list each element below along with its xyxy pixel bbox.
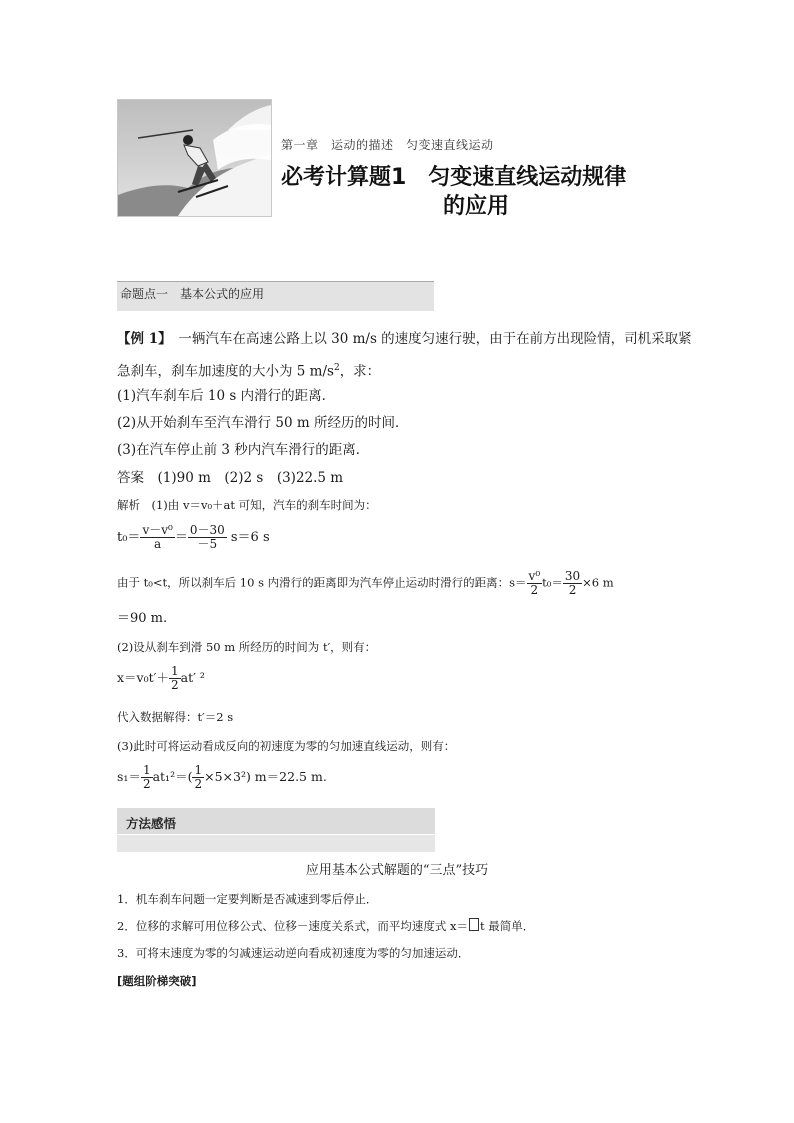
part2-result: 代入数据解得：t′＝2 s [117, 710, 234, 724]
part2-frac-num: 1 [170, 664, 179, 678]
t0-rhs: s＝6 s [226, 530, 270, 545]
part3-frac2-num: 1 [194, 763, 203, 777]
unit-superscript: 2 [333, 363, 340, 373]
t0-fraction-2 [188, 524, 227, 551]
header-skier-photo [117, 99, 272, 217]
tip-2-text-b: t 最简单． [479, 919, 535, 933]
part2-eq-a: x＝v₀t′＋ [117, 670, 169, 685]
distance-line [117, 570, 614, 597]
part2-intro: (2)设从刹车到滑 50 m 所经历的时间为 t′，则有： [117, 640, 377, 654]
example-text-2b: ，求： [339, 363, 381, 380]
tip-3: 3．可将末速度为零的匀减速运动逆向看成初速度为零的匀加速运动． [117, 946, 470, 960]
part2-fraction [169, 665, 181, 692]
question-1: (1)汽车刹车后 10 s 内滑行的距离． [117, 388, 336, 404]
distance-frac2-den: 2 [568, 583, 577, 597]
page-title-line1: 必考计算题1 匀变速直线运动规律 [281, 165, 627, 190]
distance-frac1-num: v⁰ [528, 569, 541, 583]
answer-line: 答案 (1)90 m (2)2 s (3)22.5 m [117, 470, 344, 486]
part3-fraction-1 [141, 764, 153, 791]
part2-eq-b: at′ ² [180, 670, 205, 685]
example-line1 [117, 330, 692, 348]
distance-frac2-num: 30 [564, 569, 581, 583]
mean-velocity-symbol [469, 918, 479, 931]
example-line2 [117, 359, 380, 381]
t0-frac1-num: v－v⁰ [142, 523, 173, 537]
tip-1: 1．机车刹车问题一定要判断是否减速到零后停止． [117, 892, 378, 906]
t0-fraction-1 [140, 524, 174, 551]
part3-frac2-den: 2 [194, 777, 203, 791]
t0-lhs: t₀＝ [117, 530, 141, 545]
method-bar-bottom [117, 835, 435, 852]
t0-equals: ＝ [174, 530, 188, 545]
part2-equation [117, 665, 205, 692]
distance-fraction-2 [563, 570, 582, 597]
example-tag: 【例 1】 [117, 331, 165, 347]
distance-fraction-1 [527, 570, 543, 597]
t0-frac2-den: －5 [197, 537, 218, 551]
t0-frac2-num: 0－30 [189, 523, 225, 537]
section-header [117, 281, 434, 311]
method-section-header [117, 808, 435, 852]
part3-a: s₁＝ [117, 769, 141, 784]
tip-2-text-a: 2．位移的求解可用位移公式、位移－速度关系式，而平均速度式 x＝ [117, 919, 468, 933]
question-2: (2)从开始刹车至汽车滑行 50 m 所经历的时间． [117, 415, 409, 431]
distance-result: ＝90 m. [117, 611, 168, 626]
part3-intro: (3)此时可将运动看成反向的初速度为零的匀加速直线运动，则有： [117, 739, 456, 753]
practice-heading: [题组阶梯突破] [117, 974, 197, 988]
distance-frac1-den: 2 [530, 583, 539, 597]
part3-equation [117, 764, 327, 791]
part3-frac1-num: 1 [142, 763, 151, 777]
section-label: 命题点一 基本公式的应用 [120, 287, 265, 301]
analysis-intro: 解析 (1)由 v＝v₀＋at 可知，汽车的刹车时间为： [117, 498, 377, 512]
example-text-2: 急刹车，刹车加速度的大小为 5 m/s [117, 363, 334, 380]
chapter-heading: 第一章 运动的描述 匀变速直线运动 [281, 138, 494, 152]
distance-mid: t₀＝ [542, 575, 563, 590]
part3-b: at₁²＝( [152, 769, 193, 784]
question-3: (3)在汽车停止前 3 秒内汽车滑行的距离． [117, 442, 370, 458]
distance-text: 由于 t₀<t，所以刹车后 10 s 内滑行的距离即为汽车停止运动时滑行的距离：s＝ [117, 575, 527, 590]
tip-2 [117, 918, 534, 934]
part3-fraction-2 [192, 764, 204, 791]
part3-c: ×5×3²) m＝22.5 m. [204, 769, 327, 784]
page-title-line2: 的应用 [443, 194, 510, 219]
t0-equation [117, 524, 270, 551]
method-label: 方法感悟 [126, 816, 177, 831]
t0-frac1-den: a [154, 537, 162, 551]
method-title: 应用基本公式解题的“三点”技巧 [305, 863, 489, 878]
example-text-1: 一辆汽车在高速公路上以 30 m/s 的速度匀速行驶，由于在前方出现险情，司机采取紧 [164, 331, 692, 347]
part2-frac-den: 2 [170, 678, 179, 692]
distance-end: ×6 m [582, 575, 614, 590]
part3-frac1-den: 2 [142, 777, 151, 791]
skier-illustration [118, 100, 271, 216]
